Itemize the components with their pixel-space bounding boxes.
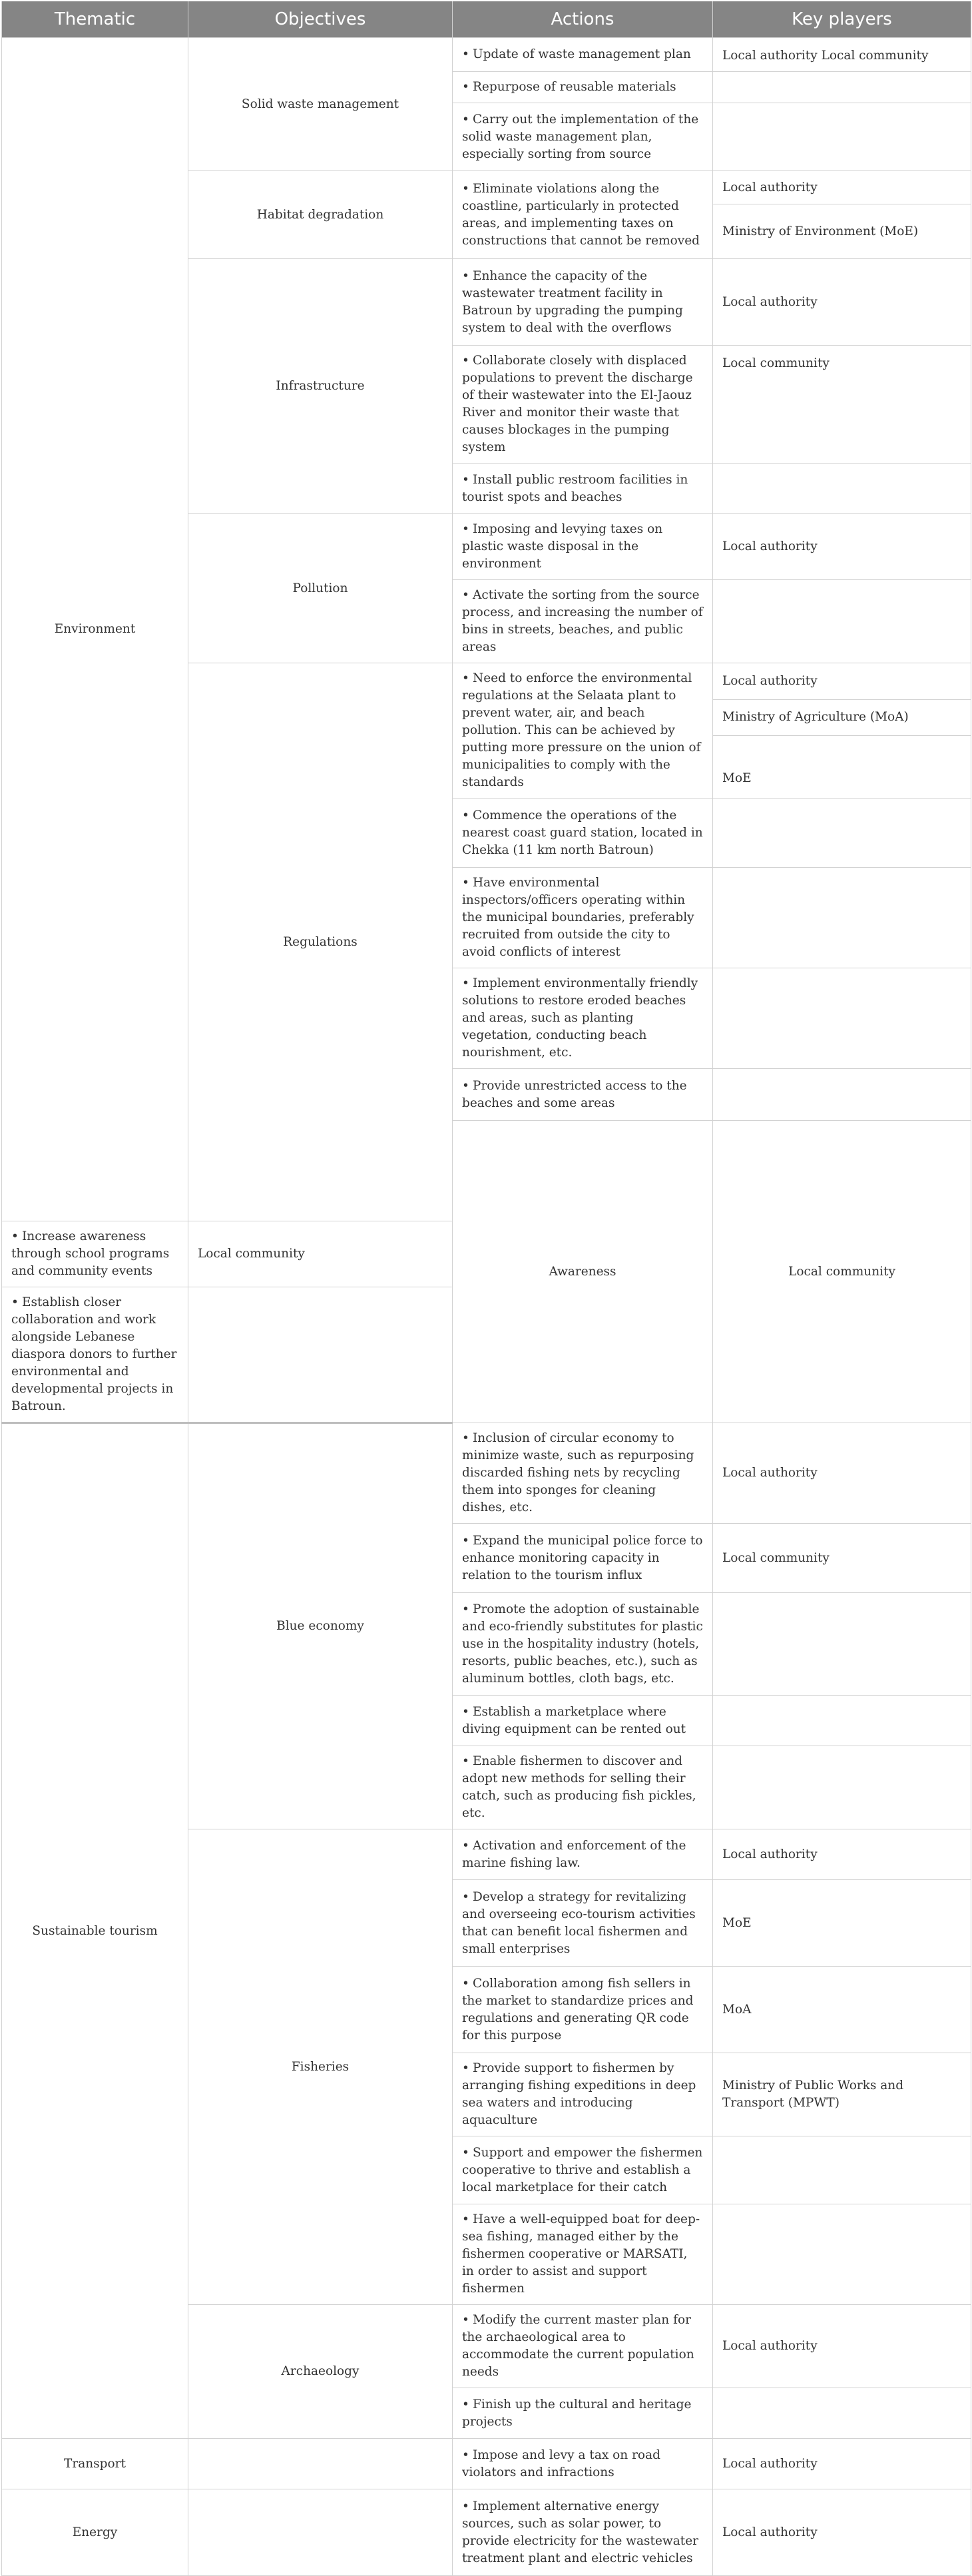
action-cell <box>2 1287 188 1423</box>
table-header <box>2 1 971 38</box>
action-text: Establish a marketplace where diving equipment can be rented out <box>462 1704 686 1736</box>
key-player-cell: Local authority <box>713 663 971 700</box>
key-player-cell <box>713 1069 971 1121</box>
thematic-cell: Sustainable tourism <box>2 1423 188 2439</box>
key-player-cell <box>713 103 971 171</box>
objective-cell <box>188 2489 453 2576</box>
key-player-cell: MoE <box>713 1880 971 1967</box>
key-player-cell: Local authority <box>713 259 971 346</box>
action-cell <box>453 2053 713 2136</box>
key-player-cell <box>188 1287 453 1423</box>
bullet-glyph: • <box>462 354 469 368</box>
action-cell <box>453 38 713 72</box>
action-cell <box>453 464 713 514</box>
action-text: Provide unrestricted access to the beaches and some areas <box>462 1078 687 1110</box>
action-text: Establish closer collaboration and work alongside Lebanese diaspora donors to further environmental and developmental projects in Batroun. <box>11 1295 177 1413</box>
table-row <box>2 2489 971 2576</box>
action-text: Implement environmentally friendly solutions to restore eroded beaches and areas, such as planting vegetation, conducting beach nourishment, etc. <box>462 976 698 1060</box>
objective-cell: Archaeology <box>188 2305 453 2439</box>
key-player-cell <box>713 1696 971 1746</box>
action-text: Inclusion of circular economy to minimize waste, such as repurposing discarded fishing nets by recycling them into sponges for cleaning dishes, etc. <box>462 1431 694 1514</box>
key-player-cell <box>713 2204 971 2305</box>
action-cell <box>453 2204 713 2305</box>
action-plan-table <box>1 1 971 2576</box>
key-player-cell: Local authority <box>713 1829 971 1880</box>
bullet-glyph: • <box>462 47 469 61</box>
bullet-glyph: • <box>462 2397 469 2412</box>
action-text: Enhance the capacity of the wastewater treatment facility in Batroun by upgrading the pumping system to deal with the overflows <box>462 268 683 335</box>
bullet-glyph: • <box>462 2145 469 2160</box>
thematic-cell: Energy <box>2 2489 188 2576</box>
action-cell <box>453 514 713 580</box>
thematic-cell: Environment <box>2 38 188 1221</box>
key-player-cell: Ministry of Agriculture (MoA) <box>713 699 971 736</box>
objective-cell: Regulations <box>188 663 453 1221</box>
bullet-glyph: • <box>462 2447 469 2462</box>
action-cell <box>453 1746 713 1829</box>
bullet-glyph: • <box>462 1889 469 1904</box>
objective-cell: Pollution <box>188 514 453 663</box>
action-text: Update of waste management plan <box>473 47 691 61</box>
bullet-glyph: • <box>462 1754 469 1768</box>
action-text: Finish up the cultural and heritage projects <box>462 2397 692 2429</box>
bullet-glyph: • <box>462 1078 469 1093</box>
bullet-glyph: • <box>462 808 469 822</box>
bullet-glyph: • <box>462 2212 469 2226</box>
action-text: Increase awareness through school programs and community events <box>11 1229 170 1278</box>
action-text: Have environmental inspectors/officers operating within the municipal boundaries, preferably recruited from outside the city to avoid conflicts of interest <box>462 876 694 959</box>
action-cell <box>453 103 713 171</box>
action-cell <box>453 346 713 464</box>
action-text: Have a well-equipped boat for deep-sea fishing, managed either by the fishermen cooperative or MARSATI, in order to assist and support fishermen <box>462 2212 700 2296</box>
action-text: Commence the operations of the nearest coast guard station, located in Chekka (11 km north Batroun) <box>462 808 703 857</box>
action-text: Implement alternative energy sources, such as solar power, to provide electricity for the wastewater treatment plant and electric vehicles <box>462 2499 698 2565</box>
key-player-cell <box>713 580 971 663</box>
action-cell <box>453 2439 713 2489</box>
action-text: Repurpose of reusable materials <box>473 80 676 94</box>
key-player-cell: Ministry of Environment (MoE) <box>713 204 971 259</box>
bullet-glyph: • <box>462 1976 469 1991</box>
key-player-cell: Local authority <box>713 2489 971 2576</box>
bullet-glyph: • <box>462 2061 469 2075</box>
action-cell <box>453 2489 713 2576</box>
action-text: Collaborate closely with displaced populations to prevent the discharge of their wastewater into the El-Jaouz River and monitor their waste that causes blockages in the pumping system <box>462 354 693 454</box>
action-cell <box>453 1696 713 1746</box>
key-player-cell <box>713 72 971 103</box>
bullet-glyph: • <box>462 80 469 94</box>
action-cell <box>453 1524 713 1593</box>
thematic-cell: Transport <box>2 2439 188 2489</box>
bullet-glyph: • <box>462 1838 469 1853</box>
objective-cell: Fisheries <box>188 1829 453 2305</box>
action-cell <box>453 72 713 103</box>
key-player-cell: Local authority <box>713 2305 971 2388</box>
action-text: Develop a strategy for revitalizing and overseeing eco-tourism activities that can benefit local fishermen and small enterprises <box>462 1889 696 1956</box>
objective-cell: Infrastructure <box>188 259 453 514</box>
action-text: Promote the adoption of sustainable and eco-friendly substitutes for plastic use in the hospitality industry (hotels, resorts, public beaches, etc.), such as aluminum bottles, cloth bags, etc. <box>462 1602 703 1686</box>
key-player-cell: Ministry of Public Works and Transport (MPWT) <box>713 2053 971 2136</box>
objective-cell: Local community <box>713 1121 971 1423</box>
key-player-cell <box>713 2388 971 2439</box>
objective-cell: Blue economy <box>188 1423 453 1829</box>
key-player-cell <box>713 464 971 514</box>
action-cell <box>453 968 713 1069</box>
header-actions: Actions <box>453 1 713 38</box>
bullet-glyph: • <box>11 1229 19 1243</box>
key-player-cell: Local authority <box>713 1423 971 1524</box>
bullet-glyph: • <box>462 1431 469 1445</box>
action-text: Need to enforce the environmental regulations at the Selaata plant to prevent water, air, and beach pollution. This can be achieved by putting more pressure on the union of municipalities to comply with the standards <box>462 671 701 789</box>
action-cell <box>453 1069 713 1121</box>
bullet-glyph: • <box>462 112 469 127</box>
key-player-cell: Local authority <box>713 2439 971 2489</box>
action-cell <box>2 1221 188 1287</box>
thematic-cell: Awareness <box>453 1121 713 1423</box>
bullet-glyph: • <box>462 1533 469 1548</box>
header-key-players: Key players <box>713 1 971 38</box>
action-text: Collaboration among fish sellers in the market to standardize prices and regulations and generating QR code for this purpose <box>462 1976 694 2043</box>
action-cell <box>453 1423 713 1524</box>
action-cell <box>453 1880 713 1967</box>
action-cell <box>453 171 713 259</box>
table-row <box>2 2439 971 2489</box>
action-cell <box>453 1829 713 1880</box>
action-text: Carry out the implementation of the solid waste management plan, especially sorting from source <box>462 112 699 161</box>
key-player-cell <box>713 2136 971 2204</box>
key-player-cell: Local community <box>713 1524 971 1593</box>
key-player-cell <box>713 968 971 1069</box>
key-player-cell <box>713 1746 971 1829</box>
bullet-glyph: • <box>462 976 469 990</box>
key-player-cell: Local authority <box>713 171 971 204</box>
action-cell <box>453 868 713 968</box>
key-player-cell <box>713 1593 971 1696</box>
action-cell <box>453 2388 713 2439</box>
action-cell <box>453 259 713 346</box>
bullet-glyph: • <box>462 1602 469 1616</box>
header-thematic: Thematic <box>2 1 188 38</box>
table-row <box>2 38 971 72</box>
bullet-glyph: • <box>462 588 469 602</box>
action-text: Install public restroom facilities in tourist spots and beaches <box>462 472 688 504</box>
bullet-glyph: • <box>462 2499 469 2513</box>
key-player-cell: Local authority <box>713 514 971 580</box>
action-text: Provide support to fishermen by arranging fishing expeditions in deep sea waters and introducing aquaculture <box>462 2061 696 2127</box>
action-cell <box>453 2136 713 2204</box>
bullet-glyph: • <box>462 2313 469 2327</box>
action-text: Activate the sorting from the source process, and increasing the number of bins in streets, beaches, and public areas <box>462 588 703 654</box>
action-text: Activation and enforcement of the marine fishing law. <box>462 1838 686 1870</box>
action-cell <box>453 2305 713 2388</box>
objective-cell: Habitat degradation <box>188 171 453 259</box>
key-player-cell <box>713 868 971 968</box>
action-text: Modify the current master plan for the archaeological area to accommodate the current population needs <box>462 2313 694 2379</box>
action-text: Expand the municipal police force to enhance monitoring capacity in relation to the tourism influx <box>462 1533 703 1582</box>
action-text: Imposing and levying taxes on plastic waste disposal in the environment <box>462 522 663 571</box>
action-text: Enable fishermen to discover and adopt new methods for selling their catch, such as producing fish pickles, etc. <box>462 1754 696 1820</box>
bullet-glyph: • <box>462 522 469 536</box>
bullet-glyph: • <box>462 876 469 890</box>
action-text: Support and empower the fishermen cooperative to thrive and establish a local marketplace for their catch <box>462 2145 703 2194</box>
bullet-glyph: • <box>462 671 469 685</box>
action-text: Eliminate violations along the coastline, particularly in protected areas, and implementing taxes on constructions that cannot be removed <box>462 181 700 248</box>
bullet-glyph: • <box>462 268 469 283</box>
key-player-cell: Local community <box>188 1221 453 1287</box>
key-player-cell: Local community <box>713 346 971 464</box>
action-cell <box>453 1967 713 2053</box>
key-player-cell <box>713 799 971 868</box>
bullet-glyph: • <box>462 181 469 196</box>
header-objectives: Objectives <box>188 1 453 38</box>
key-player-cell: MoE <box>713 736 971 799</box>
objective-cell <box>188 2439 453 2489</box>
key-player-cell: Local authority Local community <box>713 38 971 72</box>
objective-cell: Solid waste management <box>188 38 453 171</box>
bullet-glyph: • <box>462 1704 469 1719</box>
action-text: Impose and levy a tax on road violators and infractions <box>462 2447 660 2479</box>
bullet-glyph: • <box>462 472 469 487</box>
bullet-glyph: • <box>11 1295 19 1309</box>
action-cell <box>453 580 713 663</box>
table-row <box>2 1423 971 1524</box>
key-player-cell: MoA <box>713 1967 971 2053</box>
action-cell <box>453 799 713 868</box>
action-cell <box>453 663 713 799</box>
action-cell <box>453 1593 713 1696</box>
